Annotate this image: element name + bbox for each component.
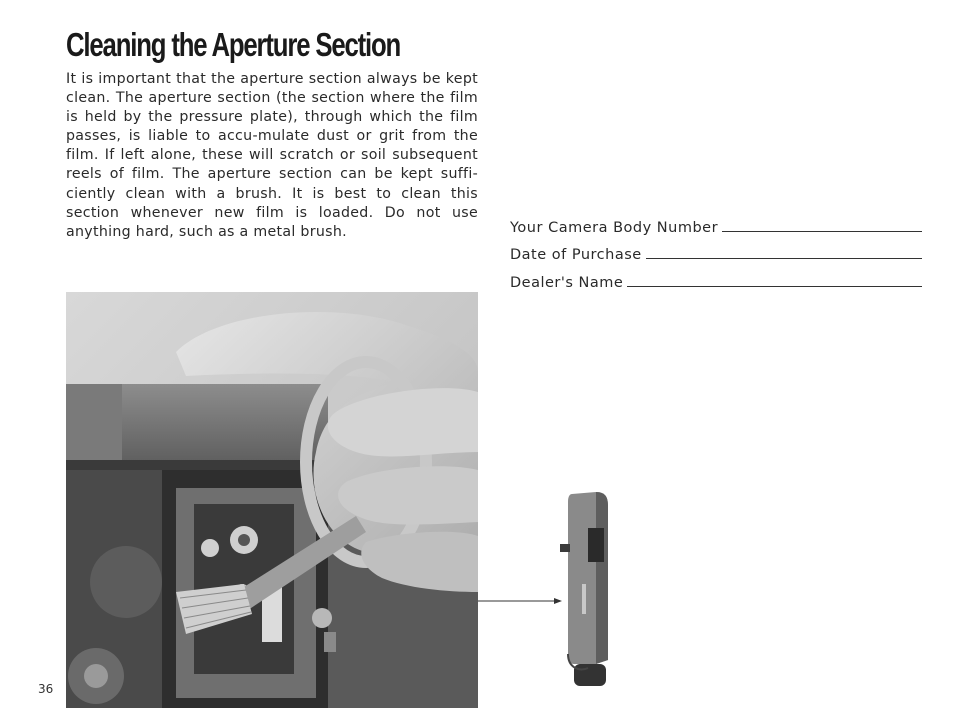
dealers-name-row	[510, 263, 922, 291]
pressure-plate-illustration	[552, 488, 622, 694]
dealers-name-blank	[627, 286, 922, 287]
page-title: Cleaning the Aperture Section	[66, 26, 401, 63]
pointer-arrow	[478, 596, 562, 606]
date-of-purchase-blank	[646, 258, 922, 259]
aperture-cleaning-photo	[66, 292, 478, 708]
date-of-purchase-row	[510, 236, 922, 264]
ownership-record	[510, 208, 922, 291]
camera-body-number-blank	[722, 231, 922, 232]
dealers-name-label: Dealer's Name	[510, 274, 624, 291]
camera-body-number-label: Your Camera Body Number	[510, 219, 719, 236]
instruction-paragraph: It is important that the aperture section always be kept clean. The aperture section (the section where the film is held by the pressure plate), through which the film passes, is liable to accu-mulate dust or grit from the film. If left alone, these will scratch or soil subsequent reels of film. The aperture section can be kept suffi-ciently clean with a brush. It is best to clean this section whenever new film is loaded. Do not use anything hard, such as a metal brush.	[66, 71, 478, 240]
camera-body-number-row	[510, 208, 922, 236]
date-of-purchase-label: Date of Purchase	[510, 247, 642, 263]
page-number: 36	[38, 682, 54, 696]
camera-brushing-illustration	[66, 292, 478, 708]
